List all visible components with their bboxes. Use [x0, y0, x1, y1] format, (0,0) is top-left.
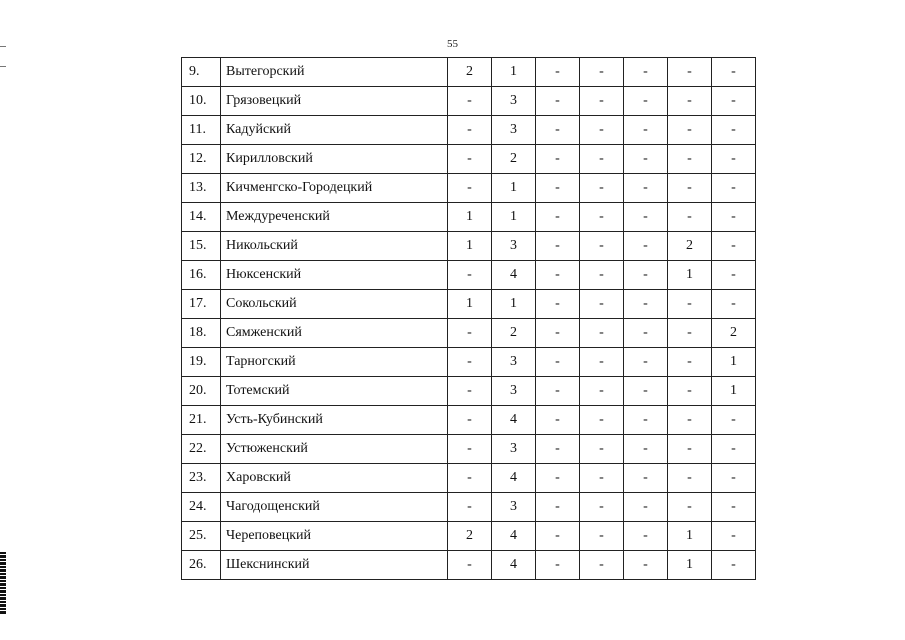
value-cell: -	[536, 319, 580, 348]
row-number: 11.	[182, 116, 221, 145]
table-row	[182, 58, 756, 87]
value-cell: 1	[448, 290, 492, 319]
row-number: 12.	[182, 145, 221, 174]
row-number: 24.	[182, 493, 221, 522]
value-cell: -	[536, 406, 580, 435]
value-cell: 2	[492, 319, 536, 348]
value-cell: 3	[492, 493, 536, 522]
row-number: 16.	[182, 261, 221, 290]
value-cell: -	[580, 116, 624, 145]
value-cell: -	[712, 145, 756, 174]
value-cell: 3	[492, 116, 536, 145]
value-cell: 4	[492, 464, 536, 493]
value-cell: -	[536, 145, 580, 174]
value-cell: -	[580, 290, 624, 319]
value-cell: -	[448, 377, 492, 406]
value-cell: -	[580, 319, 624, 348]
value-cell: -	[624, 406, 668, 435]
value-cell: -	[624, 522, 668, 551]
value-cell: -	[580, 522, 624, 551]
value-cell: -	[580, 58, 624, 87]
value-cell: -	[536, 348, 580, 377]
value-cell: -	[624, 261, 668, 290]
value-cell: -	[580, 348, 624, 377]
value-cell: -	[448, 261, 492, 290]
value-cell: -	[580, 406, 624, 435]
value-cell: -	[712, 551, 756, 580]
value-cell: -	[580, 174, 624, 203]
value-cell: -	[448, 348, 492, 377]
value-cell: -	[668, 87, 712, 116]
scan-edge-mark	[0, 552, 6, 614]
table-body	[182, 58, 756, 580]
value-cell: -	[448, 435, 492, 464]
value-cell: 1	[492, 58, 536, 87]
value-cell: -	[624, 348, 668, 377]
value-cell: 4	[492, 261, 536, 290]
row-number: 10.	[182, 87, 221, 116]
value-cell: -	[536, 261, 580, 290]
value-cell: 1	[668, 522, 712, 551]
value-cell: -	[712, 58, 756, 87]
district-name: Тарногский	[221, 348, 448, 377]
table-row	[182, 319, 756, 348]
row-number: 14.	[182, 203, 221, 232]
table-row	[182, 522, 756, 551]
value-cell: -	[668, 203, 712, 232]
row-number: 22.	[182, 435, 221, 464]
value-cell: -	[580, 377, 624, 406]
table-row	[182, 406, 756, 435]
value-cell: 1	[492, 290, 536, 319]
value-cell: 1	[712, 377, 756, 406]
value-cell: -	[624, 116, 668, 145]
row-number: 26.	[182, 551, 221, 580]
table-row	[182, 290, 756, 319]
value-cell: -	[536, 551, 580, 580]
value-cell: -	[448, 174, 492, 203]
value-cell: -	[712, 406, 756, 435]
value-cell: 4	[492, 406, 536, 435]
value-cell: -	[536, 290, 580, 319]
district-name: Шекснинский	[221, 551, 448, 580]
row-number: 21.	[182, 406, 221, 435]
district-table	[181, 57, 756, 580]
value-cell: 2	[448, 522, 492, 551]
value-cell: -	[668, 493, 712, 522]
row-number: 17.	[182, 290, 221, 319]
district-name: Кирилловский	[221, 145, 448, 174]
row-number: 18.	[182, 319, 221, 348]
value-cell: 2	[448, 58, 492, 87]
value-cell: 1	[668, 261, 712, 290]
value-cell: 3	[492, 435, 536, 464]
value-cell: -	[536, 464, 580, 493]
value-cell: -	[624, 58, 668, 87]
value-cell: -	[580, 493, 624, 522]
value-cell: 1	[668, 551, 712, 580]
value-cell: -	[536, 232, 580, 261]
value-cell: -	[624, 493, 668, 522]
row-number: 9.	[182, 58, 221, 87]
table-row	[182, 261, 756, 290]
value-cell: -	[536, 174, 580, 203]
value-cell: -	[624, 464, 668, 493]
value-cell: 3	[492, 348, 536, 377]
page-number: 55	[447, 38, 458, 50]
value-cell: -	[536, 493, 580, 522]
table-row	[182, 493, 756, 522]
row-number: 20.	[182, 377, 221, 406]
value-cell: -	[580, 145, 624, 174]
value-cell: -	[668, 58, 712, 87]
scan-mark	[0, 66, 6, 67]
district-name: Харовский	[221, 464, 448, 493]
value-cell: -	[448, 145, 492, 174]
value-cell: -	[712, 261, 756, 290]
value-cell: -	[580, 203, 624, 232]
scan-mark	[0, 46, 6, 47]
row-number: 23.	[182, 464, 221, 493]
value-cell: -	[624, 87, 668, 116]
district-name: Грязовецкий	[221, 87, 448, 116]
value-cell: 1	[448, 232, 492, 261]
value-cell: -	[668, 116, 712, 145]
district-name: Череповецкий	[221, 522, 448, 551]
value-cell: 3	[492, 232, 536, 261]
table-row	[182, 464, 756, 493]
value-cell: -	[448, 319, 492, 348]
table-row	[182, 203, 756, 232]
value-cell: -	[448, 116, 492, 145]
table-row	[182, 145, 756, 174]
district-name: Чагодощенский	[221, 493, 448, 522]
value-cell: -	[448, 406, 492, 435]
district-name: Тотемский	[221, 377, 448, 406]
value-cell: -	[712, 522, 756, 551]
value-cell: -	[448, 87, 492, 116]
value-cell: -	[624, 203, 668, 232]
district-name: Никольский	[221, 232, 448, 261]
value-cell: -	[624, 290, 668, 319]
value-cell: 2	[712, 319, 756, 348]
value-cell: 4	[492, 551, 536, 580]
district-name: Сокольский	[221, 290, 448, 319]
value-cell: 3	[492, 377, 536, 406]
value-cell: -	[448, 464, 492, 493]
value-cell: -	[624, 174, 668, 203]
value-cell: -	[668, 348, 712, 377]
value-cell: -	[536, 203, 580, 232]
value-cell: -	[580, 87, 624, 116]
value-cell: -	[624, 319, 668, 348]
value-cell: -	[536, 377, 580, 406]
value-cell: -	[668, 319, 712, 348]
value-cell: -	[448, 551, 492, 580]
district-name: Сямженский	[221, 319, 448, 348]
table-row	[182, 435, 756, 464]
value-cell: -	[624, 145, 668, 174]
value-cell: -	[580, 232, 624, 261]
value-cell: -	[668, 290, 712, 319]
district-name: Кадуйский	[221, 116, 448, 145]
value-cell: -	[712, 464, 756, 493]
value-cell: 1	[492, 203, 536, 232]
value-cell: -	[580, 464, 624, 493]
value-cell: -	[668, 145, 712, 174]
district-name: Устюженский	[221, 435, 448, 464]
value-cell: -	[536, 116, 580, 145]
value-cell: 4	[492, 522, 536, 551]
district-name: Кичменгско-Городецкий	[221, 174, 448, 203]
district-name: Усть-Кубинский	[221, 406, 448, 435]
table-row	[182, 348, 756, 377]
value-cell: -	[712, 435, 756, 464]
table-row	[182, 377, 756, 406]
value-cell: -	[580, 261, 624, 290]
value-cell: -	[448, 493, 492, 522]
value-cell: -	[536, 58, 580, 87]
value-cell: -	[712, 87, 756, 116]
value-cell: -	[536, 87, 580, 116]
value-cell: -	[668, 435, 712, 464]
district-name: Вытегорский	[221, 58, 448, 87]
value-cell: -	[624, 435, 668, 464]
value-cell: -	[668, 464, 712, 493]
table-row	[182, 87, 756, 116]
value-cell: -	[580, 551, 624, 580]
row-number: 19.	[182, 348, 221, 377]
row-number: 25.	[182, 522, 221, 551]
value-cell: -	[712, 174, 756, 203]
value-cell: 3	[492, 87, 536, 116]
table-row	[182, 174, 756, 203]
value-cell: -	[712, 203, 756, 232]
district-name: Нюксенский	[221, 261, 448, 290]
district-name: Междуреченский	[221, 203, 448, 232]
value-cell: -	[624, 551, 668, 580]
value-cell: -	[668, 406, 712, 435]
table-row	[182, 116, 756, 145]
value-cell: 2	[668, 232, 712, 261]
value-cell: -	[624, 377, 668, 406]
value-cell: -	[624, 232, 668, 261]
value-cell: -	[712, 290, 756, 319]
table-row	[182, 232, 756, 261]
row-number: 13.	[182, 174, 221, 203]
value-cell: -	[712, 493, 756, 522]
value-cell: 1	[712, 348, 756, 377]
row-number: 15.	[182, 232, 221, 261]
value-cell: -	[536, 435, 580, 464]
value-cell: 1	[448, 203, 492, 232]
table-row	[182, 551, 756, 580]
value-cell: -	[712, 116, 756, 145]
value-cell: 1	[492, 174, 536, 203]
value-cell: -	[668, 174, 712, 203]
value-cell: -	[712, 232, 756, 261]
value-cell: -	[668, 377, 712, 406]
value-cell: -	[536, 522, 580, 551]
value-cell: 2	[492, 145, 536, 174]
value-cell: -	[580, 435, 624, 464]
